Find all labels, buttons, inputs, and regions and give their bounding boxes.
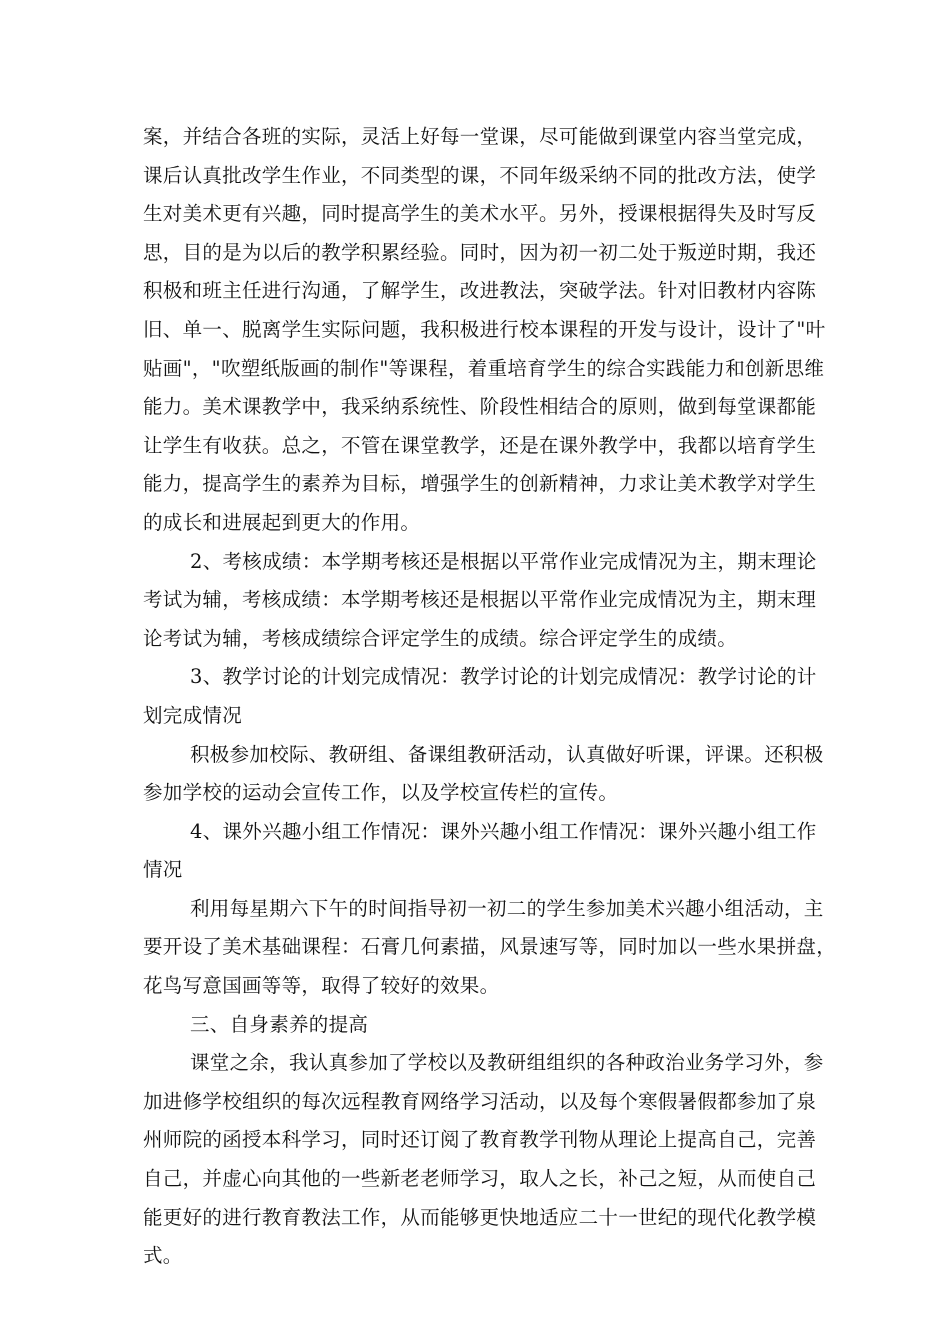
text-line: 积极参加校际、教研组、备课组教研活动，认真做好听课，评课。还积极: [190, 742, 824, 766]
text-line: 三、自身素养的提高: [190, 1012, 369, 1036]
text-line: 考试为辅，考核成绩：本学期考核还是根据以平常作业完成情况为主，期末理: [143, 588, 817, 612]
text-line: 论考试为辅，考核成绩综合评定学生的成绩。综合评定学生的成绩。: [143, 626, 738, 650]
text-line: 参加学校的运动会宣传工作，以及学校宣传栏的宣传。: [143, 781, 619, 805]
text-line: 2、考核成绩：本学期考核还是根据以平常作业完成情况为主，期末理论: [190, 549, 817, 573]
text-line: 思，目的是为以后的教学积累经验。同时，因为初一初二处于叛逆时期，我还: [143, 240, 817, 264]
text-line: 要开设了美术基础课程：石膏几何素描，风景速写等，同时加以一些水果拼盘，: [143, 935, 837, 959]
text-line: 能更好的进行教育教法工作，从而能够更快地适应二十一世纪的现代化教学模: [143, 1205, 817, 1229]
text-line: 课后认真批改学生作业，不同类型的课，不同年级采纳不同的批改方法，使学: [143, 163, 817, 187]
text-line: 4、课外兴趣小组工作情况：课外兴趣小组工作情况：课外兴趣小组工作: [190, 819, 817, 843]
text-line: 自己，并虚心向其他的一些新老老师学习，取人之长，补己之短，从而使自己: [143, 1167, 817, 1191]
text-line: 旧、单一、脱离学生实际问题，我积极进行校本课程的开发与设计，设计了"叶: [143, 317, 826, 341]
text-line: 课堂之余，我认真参加了学校以及教研组组织的各种政治业务学习外，参: [190, 1051, 824, 1075]
text-line: 能力，提高学生的素养为目标，增强学生的创新精神，力求让美术教学对学生: [143, 472, 817, 496]
text-line: 能力。美术课教学中，我采纳系统性、阶段性相结合的原则，做到每堂课都能: [143, 395, 817, 419]
text-line: 的成长和进展起到更大的作用。: [143, 510, 421, 534]
text-line: 贴画"，"吹塑纸版画的制作"等课程，着重培育学生的综合实践能力和创新思维: [143, 356, 825, 380]
text-line: 式。: [143, 1244, 183, 1268]
text-line: 情况: [143, 858, 183, 882]
text-line: 生对美术更有兴趣，同时提高学生的美术水平。另外，授课根据得失及时写反: [143, 202, 817, 226]
text-line: 案，并结合各班的实际，灵活上好每一堂课，尽可能做到课堂内容当堂完成，: [143, 125, 817, 148]
text-line: 3、教学讨论的计划完成情况：教学讨论的计划完成情况：教学讨论的计: [190, 665, 817, 689]
text-line: 花鸟写意国画等等，取得了较好的效果。: [143, 974, 500, 998]
text-line: 利用每星期六下午的时间指导初一初二的学生参加美术兴趣小组活动，主: [190, 896, 824, 920]
text-line: 划完成情况: [143, 703, 243, 727]
text-line: 让学生有收获。总之，不管在课堂教学，还是在课外教学中，我都以培育学生: [143, 433, 817, 457]
text-line: 州师院的函授本科学习，同时还订阅了教育教学刊物从理论上提高自己，完善: [143, 1128, 817, 1152]
text-line: 积极和班主任进行沟通，了解学生，改进教法，突破学法。针对旧教材内容陈: [143, 279, 817, 303]
text-line: 加进修学校组织的每次远程教育网络学习活动，以及每个寒假暑假都参加了泉: [143, 1089, 817, 1113]
document-body: [143, 118, 837, 1276]
